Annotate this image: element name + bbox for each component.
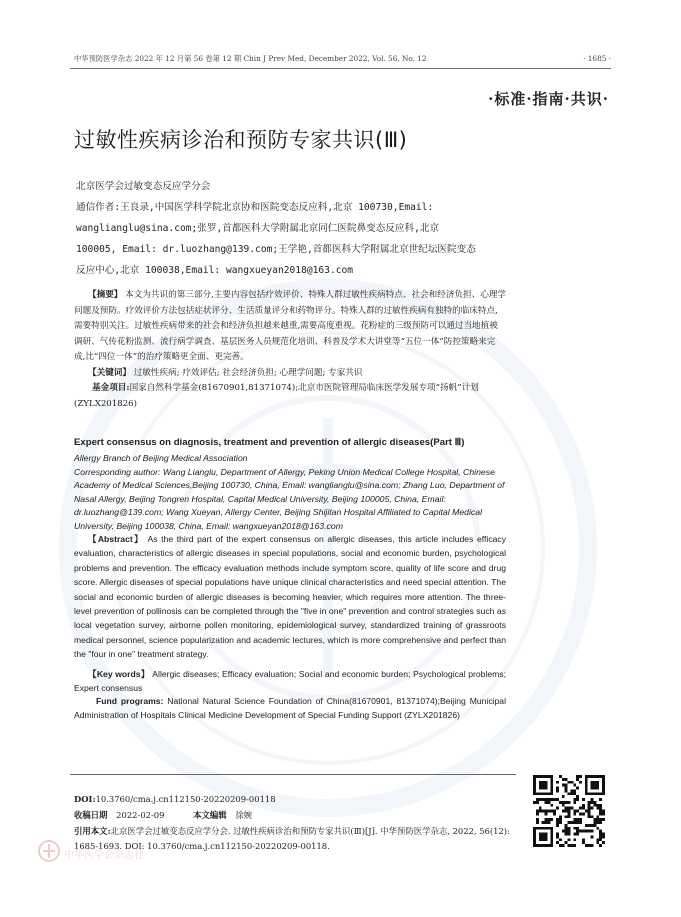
author-group: 北京医学会过敏变态反应学分会 (76, 181, 211, 192)
english-abstract-label: 【Abstract】 (88, 534, 144, 544)
publisher-watermark: 中华医学会杂志社 (64, 850, 144, 861)
chinese-keywords (74, 366, 506, 382)
english-correspondence: Corresponding author: Wang Lianglu, Department of Allergy, Peking Union Medical College Hospital, Chinese Academy of Medical Sciences,Beijing 100730, China, Email: wanglianglu@sina.com; Zhang Luo, Department of Nasal Allergy, Beijing Tongren Hospital, Capital Medical University, Beijing 100005, China, Email: dr.luozhang@139.com; Wang Xueyan, Allergy Center, Beijing Shijitan Hospital Affiliated to Capital Medical University, Beijing 100038, China, Email: wangxueyan2018@163.com (74, 466, 505, 531)
fund-text: 国家自然科学基金(81670901,81371074);北京市医院管理局临床医学发展专项“扬帆”计划(ZYLX201826) (74, 383, 479, 409)
english-keywords (74, 667, 506, 696)
english-keywords-label: 【Key words】 (88, 669, 150, 679)
correspondence-line: 通信作者:王良录,中国医学科学院北京协和医院变态反应科,北京 100730,Email: (76, 202, 434, 213)
received-line (74, 808, 514, 823)
abstract-label: 【摘要】 (88, 290, 123, 300)
doi-value: 10.3760/cma.j.cn112150-20220209-00118 (95, 794, 276, 804)
publisher-logo-icon (38, 840, 60, 862)
doi-line (74, 792, 514, 807)
keywords-text: 过敏性疾病; 疗效评估; 社会经济负担; 心理学问题; 专家共识 (133, 368, 363, 378)
correspondence-line: 反应中心,北京 100038,Email: wangxueyan2018@163.com (76, 265, 354, 276)
fund-label: 基金项目: (92, 383, 130, 393)
english-author-block (74, 452, 506, 534)
received-date: 2022-02-09 (116, 810, 165, 820)
english-abstract (74, 532, 506, 662)
english-abstract-text: As the third part of the expert consensus on allergic diseases, this article includes efficacy evaluation, characteristics of allergic diseases in special populations, social and economic burden, psychological problems and prevention. The efficacy evaluation methods include symptom score, quality of life score and drug score. Allergic diseases of special populations have unique clinical characteristics and need special attention. The social and economic burden of allergic diseases is becoming heavier, which requires more attention. The three-level prevention of pollinosis can be completed through the "five in one" prevention and control strategies such as local vegetation survey, airborne pollen monitoring, epidemiological survey, standardized training of grassroots medical personnel, science popularization and academic lectures, which is more comprehensive and perfect than the "four in one" treatment strategy. (74, 534, 506, 660)
article-category: ·标准·指南·共识· (488, 90, 609, 108)
english-title: Expert consensus on diagnosis, treatment and prevention of allergic diseases(Part Ⅲ) (74, 437, 465, 448)
chinese-abstract (74, 288, 506, 366)
doi-label: DOI: (74, 794, 96, 804)
english-fund-text: National Natural Science Foundation of China(81670901, 81371074);Beijing Municipal Administration of Hospitals Clinical Medicine Development of Special Funding Support (ZYLX201826) (74, 696, 506, 721)
citation-label: 引用本文: (74, 826, 111, 836)
footer-rule (70, 774, 516, 775)
correspondence-line: 100005, Email: dr.luozhang@139.com;王学艳,首都医科大学附属北京世纪坛医院变态 (76, 244, 476, 255)
header-rule (70, 68, 611, 69)
editor-label: 本文编辑 (193, 810, 227, 820)
citation-text: 北京医学会过敏变态反应学分会. 过敏性疾病诊治和预防专家共识(Ⅲ)[J]. 中华预防医学杂志, 2022, 56(12): 1685-1693. DOI: 10.3760/cma.j.cn112150-20220209-00118. (74, 826, 510, 852)
running-header: 中华预防医学杂志 2022 年 12 月第 56 卷第 12 期 Chin J Prev Med, December 2022, Vol. 56, No. 12 (74, 54, 427, 63)
english-fund (74, 694, 506, 723)
received-label: 收稿日期 (74, 810, 108, 820)
editor-name: 徐婉 (235, 810, 253, 820)
english-keywords-text: Allergic diseases; Efficacy evaluation; Social and economic burden; Psychological problems; Expert consensus (74, 669, 506, 694)
english-fund-label: Fund programs: (96, 696, 164, 706)
correspondence-line: wanglianglu@sina.com;张罗,首都医科大学附属北京同仁医院鼻变态反应科,北京 (76, 223, 440, 234)
page-number: · 1685 · (583, 54, 611, 63)
abstract-text: 本文为共识的第三部分,主要内容包括疗效评价、特殊人群过敏性疾病特点、社会和经济负担、心理学问题及预防。疗效评价方法包括症状评分、生活质量评分和药物评分。特殊人群的过敏性疾病有独特的临床特点,需要特别关注。过敏性疾病带来的社会和经济负担越来越重,需要高度重视。花粉症的三级预防可以通过当地植被调研、气传花粉监测、流行病学调查、基层医务人员规范化培训、科普及学术大讲堂等“五位一体”防控策略来完成,比“四位一体”的治疗策略更全面、更完善。 (74, 290, 506, 363)
qr-code[interactable] (533, 775, 605, 847)
article-title: 过敏性疾病诊治和预防专家共识(Ⅲ) (74, 128, 408, 152)
chinese-fund (74, 381, 506, 412)
keywords-label: 【关键词】 (88, 368, 131, 378)
english-author-group: Allergy Branch of Beijing Medical Association (74, 453, 248, 463)
